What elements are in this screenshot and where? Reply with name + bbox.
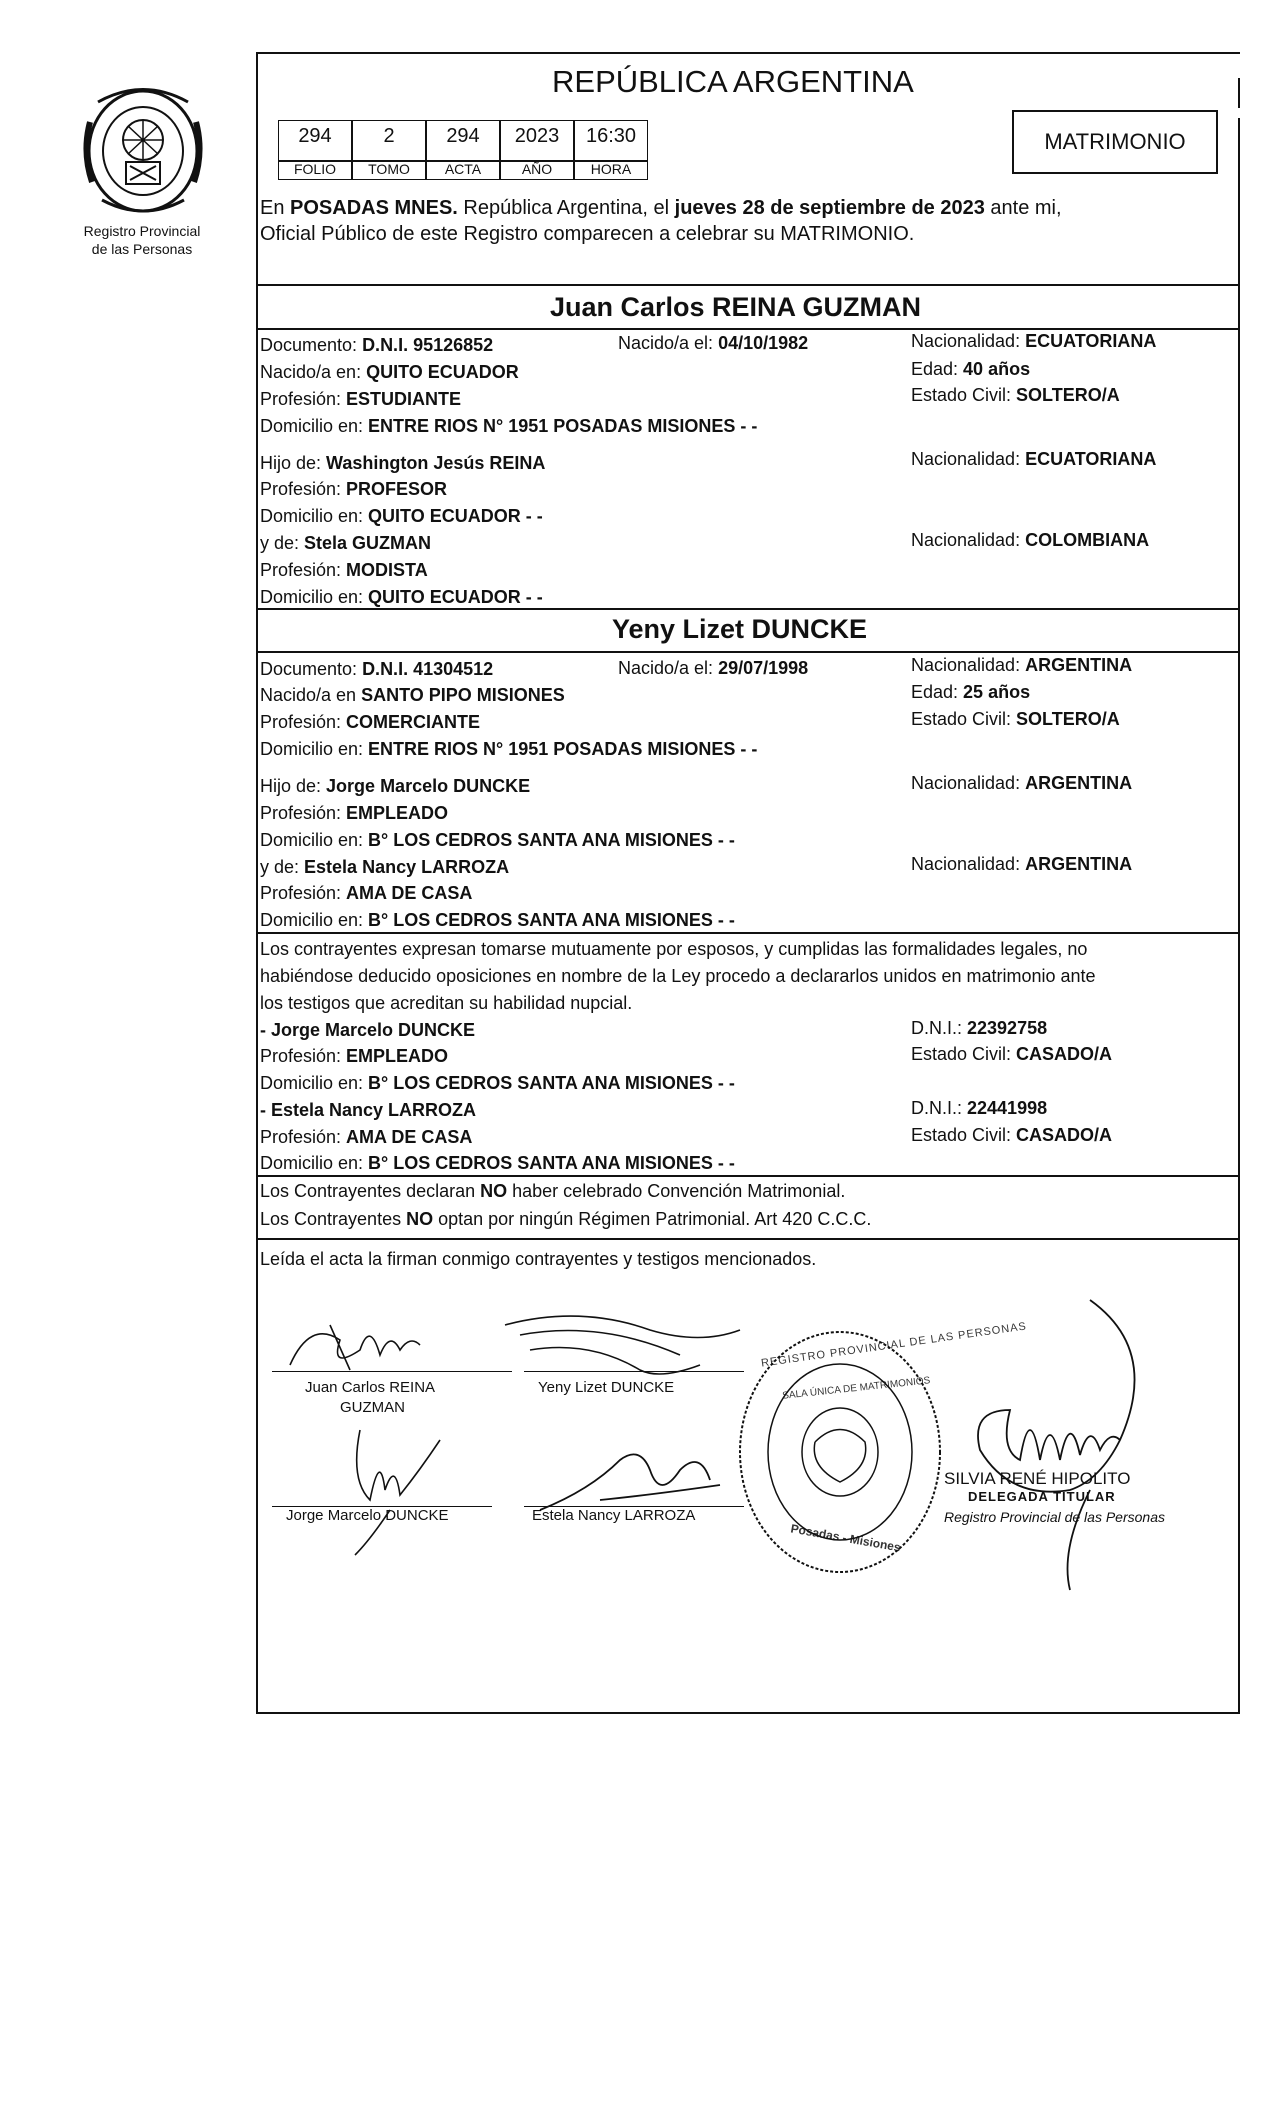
party2-birth-date: Nacido/a el: 29/07/1998 [618, 658, 809, 678]
official-title: DELEGADA TITULAR [968, 1489, 1116, 1504]
registry-name-line1: Registro Provincial [83, 223, 201, 239]
regime-line2: Los Contrayentes NO optan por ningún Régimen Patrimonial. Art 420 C.C.C. [260, 1209, 872, 1229]
party1-mother-profession: Profesión: MODISTA [260, 560, 428, 580]
signature-scribble-3 [330, 1420, 480, 1560]
official-organization: Registro Provincial de las Personas [944, 1509, 1165, 1525]
record-type-box [1012, 110, 1218, 174]
party2-birthplace: Nacido/a en SANTO PIPO MISIONES [260, 685, 565, 705]
party2-mother-profession: Profesión: AMA DE CASA [260, 883, 473, 903]
party2-civil-status: Estado Civil: SOLTERO/A [911, 709, 1120, 729]
declaration-line1: Los contrayentes expresan tomarse mutuamente por esposos, y cumplidas las formalidades legales, no [260, 939, 1088, 959]
witness2-name: - Estela Nancy LARROZA [260, 1100, 477, 1120]
party1-address: Domicilio en: ENTRE RIOS N° 1951 POSADAS MISIONES - - [260, 416, 758, 436]
declaration-line2: habiéndose deducido oposiciones en nombre de la Ley procedo a declararlos unidos en matrimonio ante [260, 966, 1096, 986]
witness2-civil-status: Estado Civil: CASADO/A [911, 1125, 1113, 1145]
hour-value: 16:30 [585, 125, 637, 147]
tomo-value: 2 [383, 125, 395, 147]
stamp-inner-text: SALA ÚNICA DE MATRIMONIOS [781, 1375, 931, 1402]
party2-father-address: Domicilio en: B° LOS CEDROS SANTA ANA MISIONES - - [260, 830, 735, 850]
signature-4-name: Estela Nancy LARROZA [532, 1507, 696, 1524]
party1-birthplace: Nacido/a en: QUITO ECUADOR [260, 362, 519, 382]
hour-label: HORA [590, 161, 632, 177]
witness1-name: - Jorge Marcelo DUNCKE [260, 1020, 476, 1040]
record-type: MATRIMONIO [1044, 129, 1186, 154]
party1-mother-nationality: Nacionalidad: COLOMBIANA [911, 530, 1150, 550]
party2-profession: Profesión: COMERCIANTE [260, 712, 481, 732]
party2-father-profession: Profesión: EMPLEADO [260, 803, 449, 823]
party2-mother-address: Domicilio en: B° LOS CEDROS SANTA ANA MISIONES - - [260, 910, 735, 930]
country-title: REPÚBLICA ARGENTINA [552, 64, 914, 99]
party1-mother-address: Domicilio en: QUITO ECUADOR - - [260, 587, 543, 607]
tomo-label: TOMO [368, 161, 410, 177]
party2-address: Domicilio en: ENTRE RIOS N° 1951 POSADAS MISIONES - - [260, 739, 758, 759]
stamp-outer-text: REGISTRO PROVINCIAL DE LAS PERSONAS [760, 1320, 1028, 1370]
closing-statement: Leída el acta la firman conmigo contrayentes y testigos mencionados. [260, 1249, 817, 1269]
party2-father-nationality: Nacionalidad: ARGENTINA [911, 773, 1133, 793]
year-label: AÑO [521, 161, 553, 177]
party2-mother-nationality: Nacionalidad: ARGENTINA [911, 854, 1133, 874]
party1-father-address: Domicilio en: QUITO ECUADOR - - [260, 506, 543, 526]
party1-father-profession: Profesión: PROFESOR [260, 479, 448, 499]
party1-mother: y de: Stela GUZMAN [260, 533, 432, 553]
intro-line2: Oficial Público de este Registro comparecen a celebrar su MATRIMONIO. [260, 223, 915, 245]
party1-father: Hijo de: Washington Jesús REINA [260, 453, 546, 473]
folio-label: FOLIO [293, 161, 336, 177]
signature-3-name: Jorge Marcelo DUNCKE [286, 1507, 449, 1524]
witness1-dni: D.N.I.: 22392758 [911, 1018, 1048, 1038]
party2-document: Documento: D.N.I. 41304512 [260, 659, 494, 679]
witness2-address: Domicilio en: B° LOS CEDROS SANTA ANA MISIONES - - [260, 1153, 735, 1173]
intro-line1: En POSADAS MNES. República Argentina, el jueves 28 de septiembre de 2023 ante mi, [260, 197, 1062, 219]
party1-civil-status: Estado Civil: SOLTERO/A [911, 385, 1120, 405]
witness2-dni: D.N.I.: 22441998 [911, 1098, 1048, 1118]
signature-scribble-1 [270, 1310, 470, 1380]
witness1-civil-status: Estado Civil: CASADO/A [911, 1044, 1113, 1064]
party2-age: Edad: 25 años [911, 682, 1031, 702]
party2-mother: y de: Estela Nancy LARROZA [260, 857, 510, 877]
official-name: SILVIA RENÉ HIPOLITO [944, 1469, 1131, 1488]
party1-name: Juan Carlos REINA GUZMAN [550, 292, 922, 322]
official-signature-scribble [950, 1290, 1180, 1600]
signature-scribble-2 [500, 1310, 750, 1390]
witness1-profession: Profesión: EMPLEADO [260, 1046, 449, 1066]
signature-1-name-line2: GUZMAN [340, 1399, 405, 1416]
party1-document: Documento: D.N.I. 95126852 [260, 335, 494, 355]
party2-nationality: Nacionalidad: ARGENTINA [911, 655, 1133, 675]
party2-name: Yeny Lizet DUNCKE [612, 614, 868, 644]
registry-name-line2: de las Personas [91, 241, 193, 257]
party1-profession: Profesión: ESTUDIANTE [260, 389, 462, 409]
witness2-profession: Profesión: AMA DE CASA [260, 1127, 473, 1147]
party2-father: Hijo de: Jorge Marcelo DUNCKE [260, 776, 531, 796]
year-value: 2023 [514, 125, 560, 147]
stamp-bottom-text: Posadas - Misiones [789, 1521, 902, 1555]
party1-nationality: Nacionalidad: ECUATORIANA [911, 331, 1157, 351]
party1-birth-date: Nacido/a el: 04/10/1982 [618, 333, 809, 353]
declaration-line3: los testigos que acreditan su habilidad nupcial. [260, 993, 633, 1013]
acta-label: ACTA [444, 161, 482, 177]
witness1-address: Domicilio en: B° LOS CEDROS SANTA ANA MISIONES - - [260, 1073, 735, 1093]
signature-2-name: Yeny Lizet DUNCKE [538, 1379, 675, 1396]
folio-value: 294 [298, 125, 332, 147]
regime-line1: Los Contrayentes declaran NO haber celebrado Convención Matrimonial. [260, 1181, 846, 1201]
registry-seal-logo [78, 82, 208, 220]
signature-1-name-line1: Juan Carlos REINA [305, 1379, 436, 1396]
acta-value: 294 [446, 125, 480, 147]
party1-age: Edad: 40 años [911, 359, 1031, 379]
party1-father-nationality: Nacionalidad: ECUATORIANA [911, 449, 1157, 469]
